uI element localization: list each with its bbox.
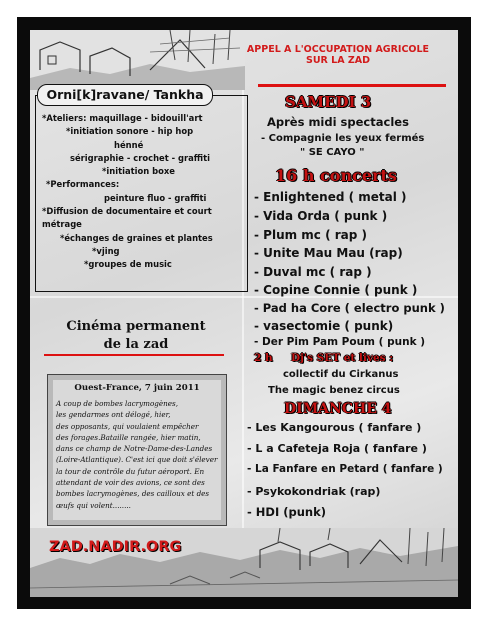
dj-line-2: The magic benez circus [268, 385, 400, 396]
newspaper-line: des opposants, qui voulaient empêcher [56, 421, 199, 431]
header-rule [258, 84, 446, 87]
band-item: - Pad ha Core ( electro punk ) [254, 301, 445, 315]
cinema-heading [38, 318, 234, 354]
samedi-title: SAMEDI 3 [285, 93, 372, 111]
dimanche-band-item: - HDI (punk) [247, 505, 326, 519]
header-line-1: APPEL A L'OCCUPATION AGRICOLE [246, 44, 430, 55]
activities-title: Orni[k]ravane/ Tankha [37, 84, 213, 106]
band-label: L a Cafeteja Roja ( fanfare ) [255, 442, 427, 455]
activity-line: *initiation boxe [102, 166, 175, 177]
newspaper-line: bombes lacrymogènes, des cailloux et des [56, 489, 210, 499]
band-label: vasectomie ( punk) [263, 319, 394, 333]
newspaper-line: œufs qui volent........ [56, 500, 131, 510]
dimanche-band-item: - Les Kangourous ( fanfare ) [247, 421, 422, 434]
activity-line: *initiation sonore - hip hop [66, 126, 194, 137]
dj-title: Dj's SET et lives : [291, 352, 394, 364]
newspaper-line: des forages.Bataille rangée, hier matin, [56, 432, 201, 442]
band-label: Les Kangourous ( fanfare ) [255, 421, 422, 434]
company-line-2: " SE CAYO " [300, 147, 365, 158]
company-line-1: - Compagnie les yeux fermés [261, 133, 425, 144]
band-label: Plum mc ( rap ) [263, 228, 368, 242]
dimanche-band-item: - Psykokondriak (rap) [247, 485, 381, 498]
header-line-2: SUR LA ZAD [305, 55, 371, 66]
band-item: - Unite Mau Mau (rap) [254, 246, 403, 260]
activity-line: sérigraphie - crochet - graffiti [70, 152, 211, 163]
activity-line: *vjing [92, 245, 120, 256]
band-label: Pad ha Core ( electro punk ) [262, 301, 445, 315]
dimanche-title: DIMANCHE 4 [284, 401, 392, 417]
band-label: La Fanfare en Petard ( fanfare ) [255, 463, 443, 475]
band-item: - vasectomie ( punk) [254, 319, 394, 333]
activity-line: hénné [114, 139, 144, 150]
band-item: - Duval mc ( rap ) [254, 265, 372, 279]
cinema-line-2: de la zad [103, 337, 169, 352]
newspaper-body [56, 398, 222, 511]
activity-line: *Performances: [46, 179, 120, 190]
band-label: Der Pim Pam Poum ( punk ) [262, 336, 426, 348]
band-label: Psykokondriak (rap) [255, 485, 381, 498]
activity-line: *groupes de music [84, 259, 172, 270]
newspaper-heading: Ouest-France, 7 juin 2011 [74, 383, 200, 393]
band-label: HDI (punk) [255, 505, 326, 519]
activities-list [40, 112, 248, 272]
cinema-line-1: Cinéma permanent [66, 319, 206, 334]
band-label: Enlightened ( metal ) [263, 190, 407, 204]
newspaper-line: A coup de bombes lacrymogènes, [56, 399, 179, 408]
dimanche-band-item: - La Fanfare en Petard ( fanfare ) [247, 463, 443, 475]
band-item: - Enlightened ( metal ) [254, 190, 407, 204]
activity-line: *échanges de graines et plantes [60, 232, 213, 243]
cinema-rule [44, 354, 224, 356]
newspaper-line: les gendarmes ont délogé, hier, [56, 410, 171, 420]
activity-line: *Ateliers: maquillage - bidouill'art [42, 113, 203, 123]
dj-line-1: collectif du Cirkanus [283, 369, 399, 380]
activity-line: *Diffusion de documentaire et court [42, 206, 212, 217]
band-item: - Plum mc ( rap ) [254, 228, 368, 242]
newspaper-line: attendant de voir des avions, ce sont des [56, 478, 205, 488]
activity-line: métrage [42, 219, 82, 230]
concerts-title: 16 h concerts [275, 166, 397, 185]
band-label: Unite Mau Mau (rap) [263, 246, 403, 260]
newspaper-line: dans ce champ de Notre-Dame-des-Landes [56, 444, 213, 454]
band-label: Vida Orda ( punk ) [263, 209, 388, 223]
band-item: - Copine Connie ( punk ) [254, 283, 418, 297]
dj-time: 2 h [254, 352, 273, 364]
band-item: - Vida Orda ( punk ) [254, 209, 388, 223]
band-item: - Der Pim Pam Poum ( punk ) [254, 336, 426, 348]
band-label: Duval mc ( rap ) [263, 265, 372, 279]
band-label: Copine Connie ( punk ) [263, 283, 418, 297]
village-sketch-top [30, 30, 245, 90]
newspaper-line: la tour de contrôle du futur aéroport. En [56, 466, 205, 476]
activity-line: peinture fluo - graffiti [104, 192, 207, 203]
samedi-subtitle: Après midi spectacles [267, 115, 409, 129]
dimanche-band-item: - L a Cafeteja Roja ( fanfare ) [247, 442, 427, 455]
website-url: ZAD.NADIR.ORG [49, 539, 182, 555]
newspaper-line: (Loire-Atlantique). C'est ici que doit s'élever [56, 455, 218, 465]
